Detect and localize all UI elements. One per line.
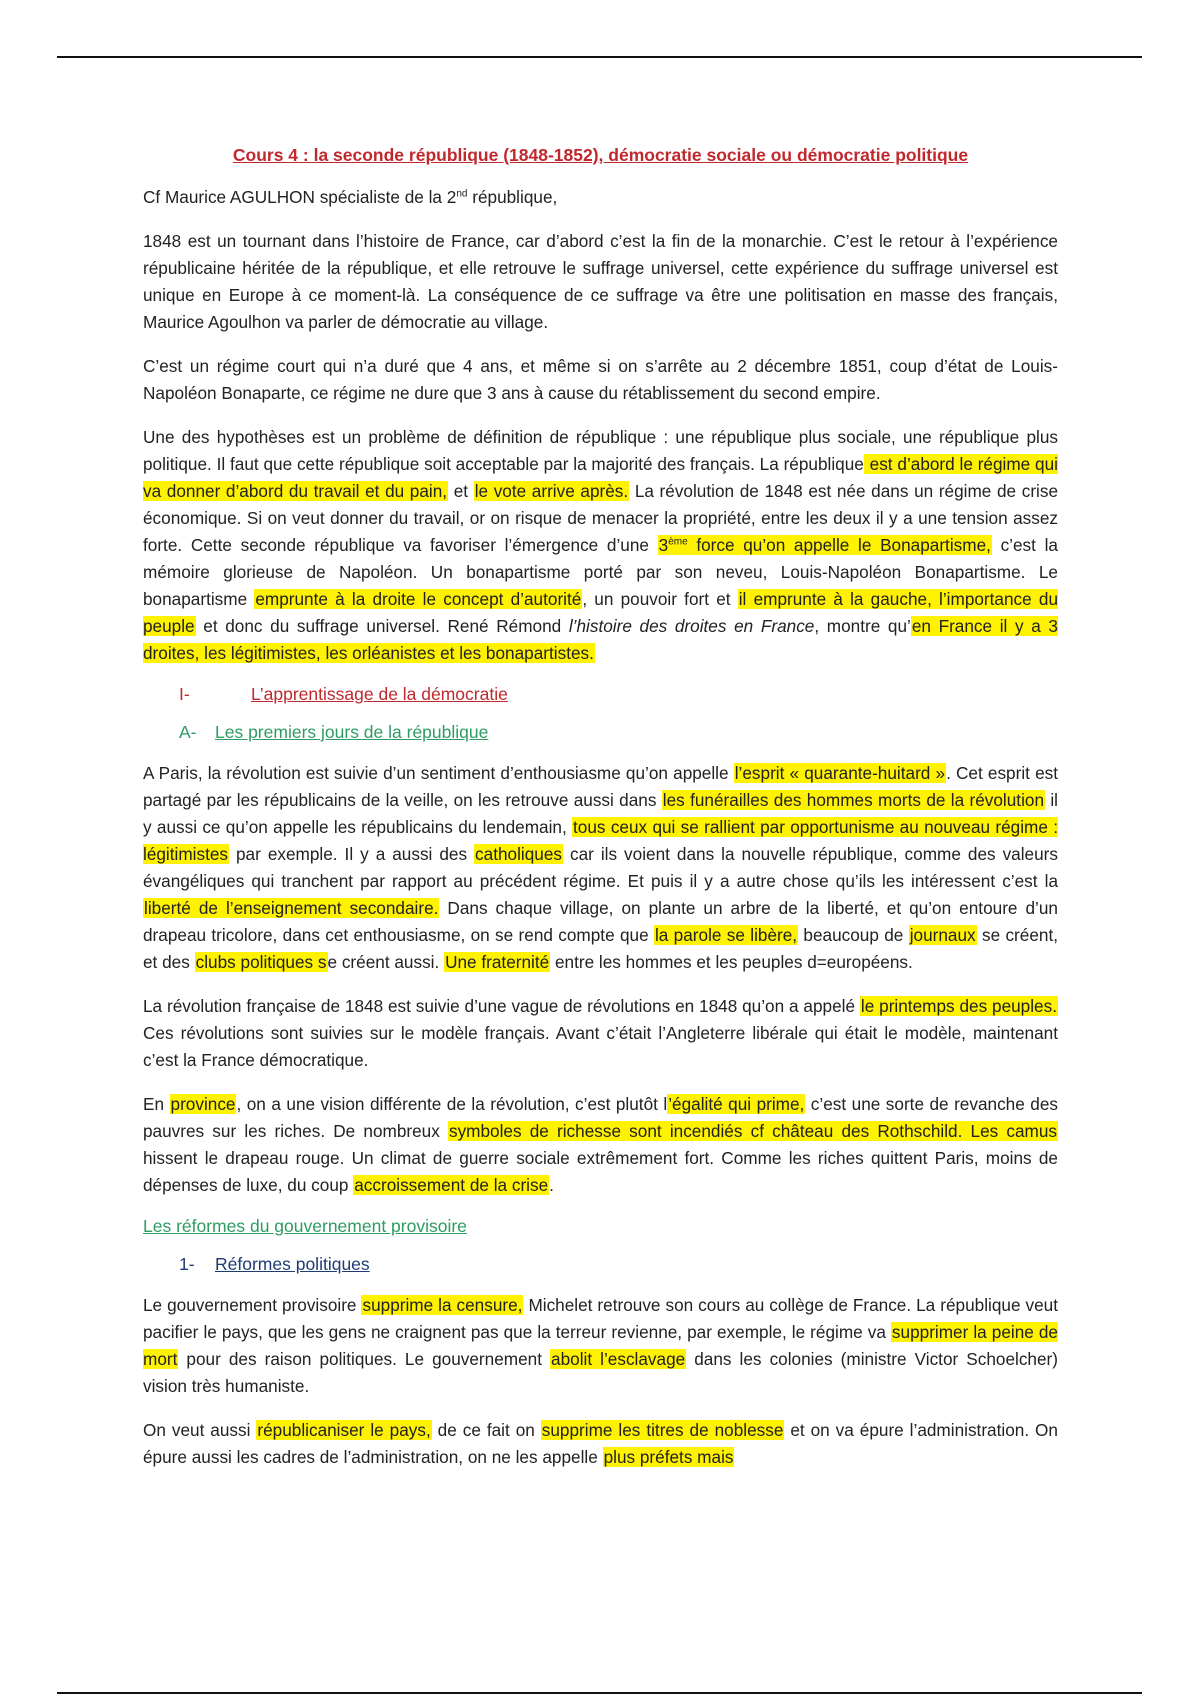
page-title: Cours 4 : la seconde république (1848-1852), démocratie sociale ou démocratie politique [232,145,969,165]
paragraph-short-regime: C’est un régime court qui n’a duré que 4 ans, et même si on s’arrête au 2 décembre 1851, coup d’état de Louis-Napoléon Bonaparte, ce régime ne dure que 3 ans à cause du rétablissement du second empire. [143,356,1058,403]
highlight: républicaniser le pays, [257,1420,431,1440]
document-body [143,140,1058,1488]
paragraph-republicanize: On veut aussi républicaniser le pays, de ce fait on supprime les titres de noblesse et on va épure l’administration. On épure aussi les cadres de l’administration, on ne les appelle plus préfets mais [143,1420,1058,1467]
top-rule [57,56,1142,58]
highlight: le vote arrive après. [474,481,629,501]
paragraph-provisional-government: Le gouvernement provisoire supprime la censure, Michelet retrouve son cours au collège de France. La république veut pacifier le pays, que les gens ne craignent pas que la terreur revienne, par exemple, le régime va supprimer la peine de mort pour des raison politiques. Le gouvernement abolit l’esclavage dans les colonies (ministre Victor Schoelcher) vision très humaniste. [143,1295,1058,1396]
highlight: journaux [909,925,976,945]
highlight: il emprunte à la gauche, l’importance du peuple [143,589,1059,636]
reference-line: Cf Maurice AGULHON spécialiste de la 2nd république, [143,187,558,207]
paragraph-paris-enthusiasm: A Paris, la révolution est suivie d’un sentiment d’enthousiasme qu’on appelle l’esprit « quarante-huitard ». Cet esprit est partagé par les républicains de la veille, on les retrouve aussi dans les funérailles des hommes morts de la révolution il y aussi ce qu’on appelle les républicains du lendemain, tous ceux qui se rallient par opportunisme au nouveau régime : légitimistes par exemple. Il y a aussi des catholiques car ils voient dans la nouvelle république, comme des valeurs évangéliques qui tranchent par rapport au précédent régime. Et puis il y a autre chose qu’ils les intéressent c’est la liberté de l’enseignement secondaire. Dans chaque village, on plante un arbre de la liberté, et qu’on entoure d’un drapeau tricolore, dans cet enthousiasme, on se rend compte que la parole se libère, beaucoup de journaux se créent, et des clubs politiques se créent aussi. Une fraternité entre les hommes et les peuples d=européens. [143,763,1058,972]
highlight: en France il y a 3 droites, les légitimistes, les orléanistes et les bonapartistes. [143,616,1058,663]
section-heading-reforms: Les réformes du gouvernement provisoire [143,1216,467,1236]
highlight: ’égalité qui prime, [668,1094,805,1114]
paragraph-1848-turning-point: 1848 est un tournant dans l’histoire de France, car d’abord c’est la fin de la monarchie. C’est le retour à l’expérience républicaine héritée de la république, et elle retrouve le suffrage universel, cette expérience du suffrage universel est unique en Europe à ce moment-là. La conséquence de ce suffrage va être une politisation en masse des français, Maurice Agoulhon va parler de démocratie au village. [143,231,1058,332]
highlight: l’esprit « quarante-huitard » [734,763,946,783]
paragraph-province: En province, on a une vision différente de la révolution, c’est plutôt l’égalité qui prime, c’est une sorte de revanche des pauvres sur les riches. De nombreux symboles de richesse sont incendiés cf château des Rothschild. Les camus hissent le drapeau rouge. Un climat de guerre sociale extrêmement fort. Comme les riches quittent Paris, moins de dépenses de luxe, du coup accroissement de la crise. [143,1094,1058,1195]
highlight: 3ème force qu’on appelle le Bonapartisme, [658,535,991,555]
highlight: catholiques [475,844,562,864]
highlight: la parole se libère, [654,925,798,945]
highlight: plus préfets mais [603,1447,734,1467]
highlight: liberté de l’enseignement secondaire. [144,898,439,918]
section-heading-1: I- L’apprentissage de la démocratie [179,684,508,704]
section-heading-a: A- Les premiers jours de la république [179,722,489,742]
paragraph-definition-hypothesis: Une des hypothèses est un problème de définition de république : une république plus sociale, une république plus politique. Il faut que cette république soit acceptable par la majorité des français. La république est d’abord le régime qui va donner d’abord du travail et du pain, et le vote arrive après. La révolution de 1848 est née dans un régime de crise économique. Si on veut donner du travail, or on risque de menacer la propriété, entre les deux il y a une tension assez forte. Cette seconde république va favoriser l’émergence d’une 3ème force qu’on appelle le Bonapartisme, c’est la mémoire glorieuse de Napoléon. Un bonapartisme porté par son neveu, Louis-Napoléon Bonapartisme. Le bonapartisme emprunte à la droite le concept d’autorité, un pouvoir fort et il emprunte à la gauche, l’importance du peuple et donc du suffrage universel. René Rémond l’histoire des droites en France, montre qu’en France il y a 3 droites, les légitimistes, les orléanistes et les bonapartistes. [143,427,1059,663]
highlight: abolit l’esclavage [551,1349,686,1369]
highlight: supprime les titres de noblesse [541,1420,784,1440]
paragraph-spring-of-peoples: La révolution française de 1848 est suivie d’une vague de révolutions en 1848 qu’on a appelé le printemps des peuples. Ces révolutions sont suivies sur le modèle français. Avant c’était l’Angleterre libérale qui était le modèle, maintenant c’est la France démocratique. [143,996,1058,1070]
bottom-rule [57,1692,1142,1694]
section-heading-political-reforms: 1- Réformes politiques [179,1254,370,1274]
highlight: province [170,1094,236,1114]
highlight: emprunte à la droite le concept d’autorité [255,589,582,609]
highlight: Une fraternité [445,952,550,972]
highlight: supprimer la peine de mort [143,1322,1058,1369]
highlight: est d’abord le régime qui va donner d’abord du travail et du pain, [143,454,1058,501]
highlight: symboles de richesse sont incendiés cf château des Rothschild. Les camus [448,1121,1058,1141]
highlight: accroissement de la crise [354,1175,549,1195]
highlight: le printemps des peuples. [860,996,1057,1016]
highlight: clubs politiques s [195,952,327,972]
highlight: les funérailles des hommes morts de la révolution [662,790,1045,810]
highlight: tous ceux qui se rallient par opportunisme au nouveau régime : légitimistes [143,817,1058,864]
highlight: supprime la censure, [362,1295,523,1315]
